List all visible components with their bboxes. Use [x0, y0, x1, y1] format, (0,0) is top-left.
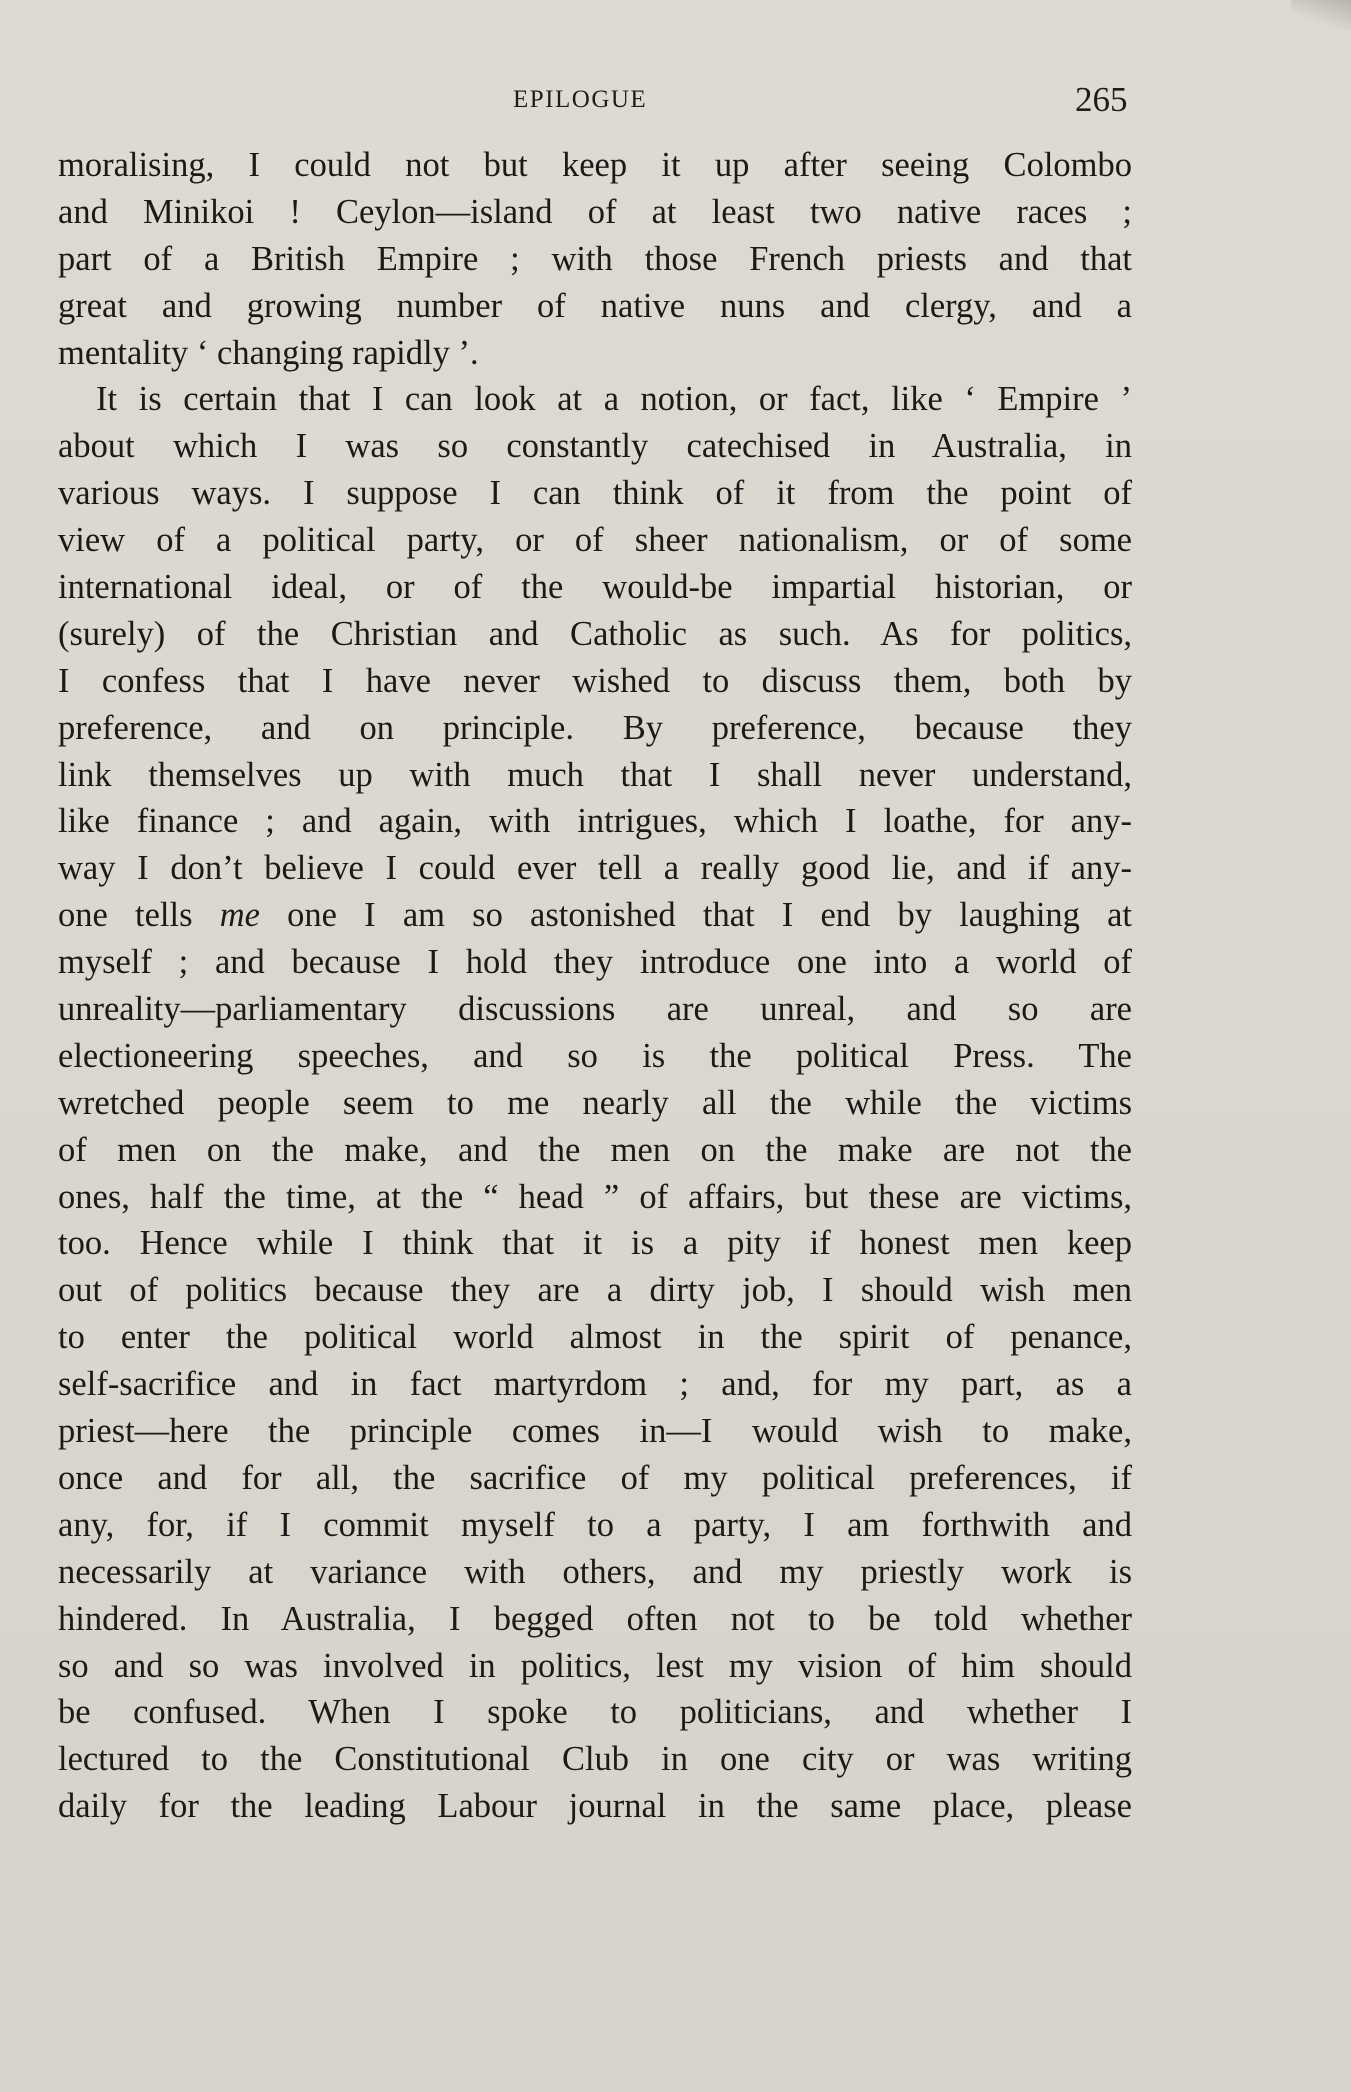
text-line: electioneering speeches, and so is the political Press. The	[58, 1036, 1132, 1075]
text-line: necessarily at variance with others, and my priestly work is	[58, 1552, 1132, 1591]
running-head	[0, 80, 1351, 120]
paragraph-start-line: It is certain that I can look at a notion, or fact, like ‘ Empire ’	[96, 380, 1132, 419]
text-line: way I don’t believe I could ever tell a really good lie, and if any-	[58, 849, 1132, 888]
text-line: to enter the political world almost in the spirit of penance,	[58, 1318, 1132, 1357]
chapter-title: EPILOGUE	[513, 86, 648, 113]
text-segment: one tells	[58, 896, 220, 935]
text-line: any, for, if I commit myself to a party, I am forthwith and	[58, 1505, 1132, 1544]
text-line: like finance ; and again, with intrigues, which I loathe, for any-	[58, 802, 1132, 841]
page-corner-shadow	[1291, 0, 1351, 30]
text-line: preference, and on principle. By preference, because they	[58, 708, 1132, 747]
text-line: about which I was so constantly catechised in Australia, in	[58, 427, 1132, 466]
text-line: I confess that I have never wished to discuss them, both by	[58, 661, 1132, 700]
text-line: international ideal, or of the would-be impartial historian, or	[58, 568, 1132, 607]
text-line: (surely) of the Christian and Catholic as such. As for politics,	[58, 614, 1132, 653]
text-line: mentality ‘ changing rapidly ’.	[58, 333, 479, 372]
text-line: link themselves up with much that I shall never understand,	[58, 755, 1132, 794]
text-line: myself ; and because I hold they introduce one into a world of	[58, 943, 1132, 982]
text-line: priest—here the principle comes in—I would wish to make,	[58, 1412, 1132, 1451]
body-text	[58, 142, 1132, 1830]
text-segment: one I am so astonished that I end by laughing at	[259, 896, 1132, 935]
page-number: 265	[1075, 80, 1128, 119]
text-line: wretched people seem to me nearly all the while the victims	[58, 1083, 1132, 1122]
text-line: self-sacrifice and in fact martyrdom ; and, for my part, as a	[58, 1365, 1132, 1404]
text-line: various ways. I suppose I can think of it from the point of	[58, 474, 1132, 513]
text-line: moralising, I could not but keep it up after seeing Colombo	[58, 146, 1132, 184]
text-line: and Minikoi ! Ceylon—island of at least two native races ;	[58, 192, 1132, 231]
text-line: unreality—parliamentary discussions are unreal, and so are	[58, 990, 1132, 1029]
text-line: ones, half the time, at the “ head ” of affairs, but these are victims,	[58, 1177, 1132, 1216]
text-line: be confused. When I spoke to politicians, and whether I	[58, 1693, 1132, 1732]
text-line: part of a British Empire ; with those French priests and that	[58, 239, 1132, 278]
text-line: daily for the leading Labour journal in the same place, please	[58, 1787, 1132, 1826]
text-line: out of politics because they are a dirty job, I should wish men	[58, 1271, 1132, 1310]
text-line: hindered. In Australia, I begged often not to be told whether	[58, 1599, 1132, 1638]
text-line: lectured to the Constitutional Club in one city or was writing	[58, 1740, 1132, 1779]
emphasized-word: me	[219, 896, 260, 935]
text-line: once and for all, the sacrifice of my political preferences, if	[58, 1458, 1132, 1497]
text-line: so and so was involved in politics, lest my vision of him should	[58, 1646, 1132, 1685]
text-line: of men on the make, and the men on the make are not the	[58, 1130, 1132, 1169]
text-line: view of a political party, or of sheer nationalism, or of some	[58, 521, 1132, 560]
text-line: too. Hence while I think that it is a pity if honest men keep	[58, 1224, 1132, 1263]
text-line-with-emphasis	[58, 892, 1132, 939]
text-line: great and growing number of native nuns and clergy, and a	[58, 286, 1132, 325]
